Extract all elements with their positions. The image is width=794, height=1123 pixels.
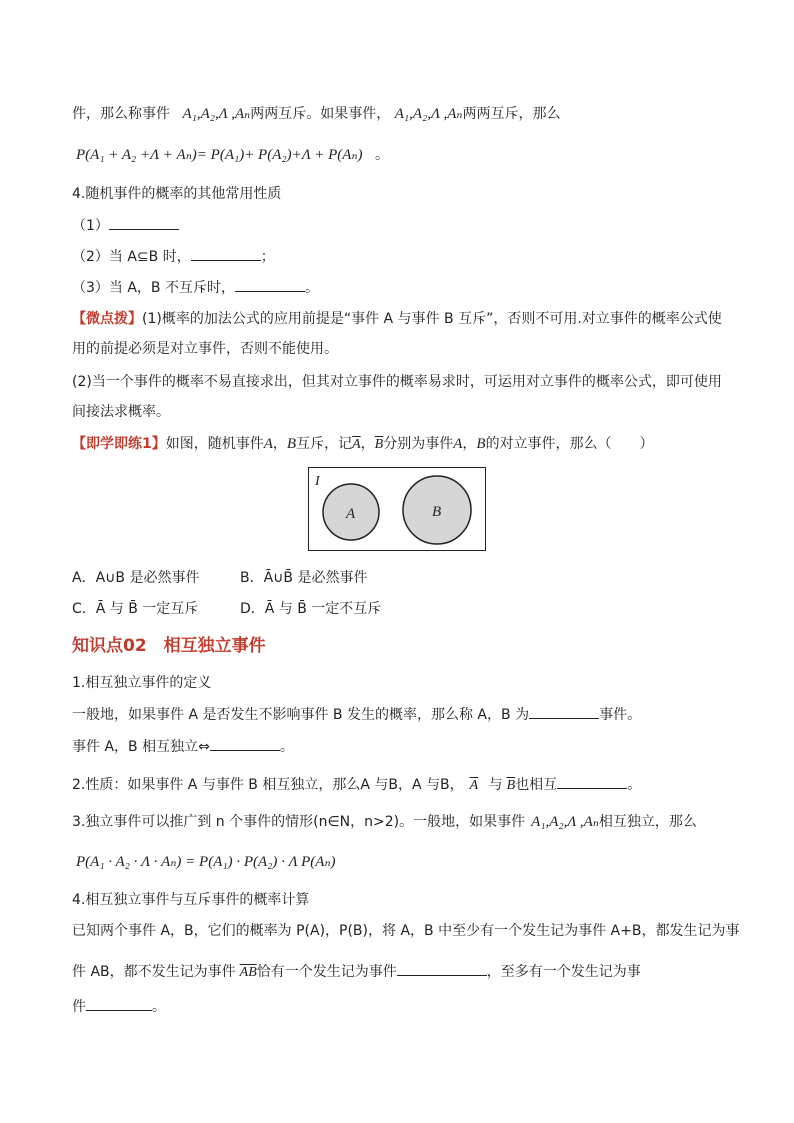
- section-title: 4.相互独立事件与互斥事件的概率计算: [72, 892, 310, 908]
- text-line: 件，那么称事件 A₁,A₂,Λ ,Aₙ两两互斥。如果事件， A₁,A₂,Λ ,Aₙ两两互斥，那么: [72, 106, 561, 122]
- option-c[interactable]: C．Ā 与 B̄ 一定互斥: [72, 601, 199, 617]
- multiplication-formula: P(A₁ · A₂ · Λ · Aₙ) = P(A₁) · P(A₂) · Λ P(Aₙ): [76, 854, 336, 870]
- answer-blank: [191, 246, 261, 261]
- tip-paragraph: 【微点拨】(1)概率的加法公式的应用前提是“事件 A 与事件 B 互斥”，否则不可用.对立事件的概率公式使: [72, 311, 722, 327]
- answer-blank: [557, 774, 627, 789]
- section-title: 1.相互独立事件的定义: [72, 675, 212, 691]
- property-line: 2.性质：如果事件 A 与事件 B 相互独立，那么A 与B，A 与B， $\overline{A}$ 与 $\overline{B}$也相互 。: [72, 774, 734, 796]
- property-item: （1）: [72, 215, 734, 236]
- definition-line: 事件 A，B 相互独立⇔ 。: [72, 736, 734, 757]
- answer-blank: [397, 961, 487, 976]
- universe-label: I: [315, 474, 320, 489]
- option-d[interactable]: D．Ā 与 B̄ 一定不互斥: [240, 601, 382, 617]
- tip-paragraph: 间接法求概率。: [72, 404, 170, 420]
- exercise-question: 【即学即练1】如图，随机事件A，B互斥，记$\overline{A}$，$\overline{B}$分别为事件A，B的对立事件，那么（ ）: [72, 436, 654, 452]
- answer-blank: [235, 277, 305, 292]
- property-line: 3.独立事件可以推广到 n 个事件的情形(n∈N，n>2)。一般地，如果事件 A₁,A₂,Λ ,Aₙ相互独立，那么: [72, 814, 697, 830]
- answer-blank: [86, 996, 152, 1011]
- property-item: （2）当 A⊆B 时， ；: [72, 246, 734, 267]
- tip-paragraph: (2)当一个事件的概率不易直接求出，但其对立事件的概率易求时，可运用对立事件的概率公式，即可使用: [72, 374, 722, 390]
- answer-blank: [529, 704, 599, 719]
- calc-line: 件 AB，都不发生记为事件 $\overline{AB}$恰有一个发生记为事件 ，至多有一个发生记为事: [72, 961, 734, 983]
- answer-blank: [109, 215, 179, 230]
- exercise-tag: 【即学即练1】: [72, 436, 166, 452]
- options-row: [72, 568, 734, 588]
- definition-line: 一般地，如果事件 A 是否发生不影响事件 B 发生的概率，那么称 A，B 为 事件。: [72, 704, 734, 725]
- event-sequence: A₁,A₂,Λ ,Aₙ: [394, 106, 463, 122]
- calc-line: 已知两个事件 A，B，它们的概率为 P(A)，P(B)，将 A，B 中至少有一个发生记为事件 A+B，都发生记为事: [72, 923, 740, 939]
- set-a-label: A: [346, 506, 356, 522]
- event-sequence: A₁,A₂,Λ ,Aₙ: [182, 106, 251, 122]
- tip-tag: 【微点拨】: [72, 311, 142, 327]
- addition-formula: P(A₁ + A₂ +Λ + Aₙ)= P(A₁)+ P(A₂)+Λ + P(Aₙ) 。: [76, 147, 389, 163]
- venn-diagram: [308, 467, 486, 551]
- answer-blank: [210, 736, 280, 751]
- option-a[interactable]: A．A∪B 是必然事件: [72, 570, 200, 586]
- tip-paragraph: 用的前提必须是对立事件，否则不能使用。: [72, 341, 338, 357]
- calc-line: 件 。: [72, 996, 734, 1017]
- event-sequence: A₁,A₂,Λ ,Aₙ: [531, 814, 599, 830]
- section-title: 4.随机事件的概率的其他常用性质: [72, 186, 282, 202]
- option-b[interactable]: B．Ā∪B̄ 是必然事件: [240, 570, 368, 586]
- property-item: （3）当 A，B 不互斥时， 。: [72, 277, 734, 298]
- knowledge-point-heading: 知识点02 相互独立事件: [72, 636, 266, 656]
- set-b-label: B: [432, 504, 442, 520]
- options-row: [72, 599, 734, 619]
